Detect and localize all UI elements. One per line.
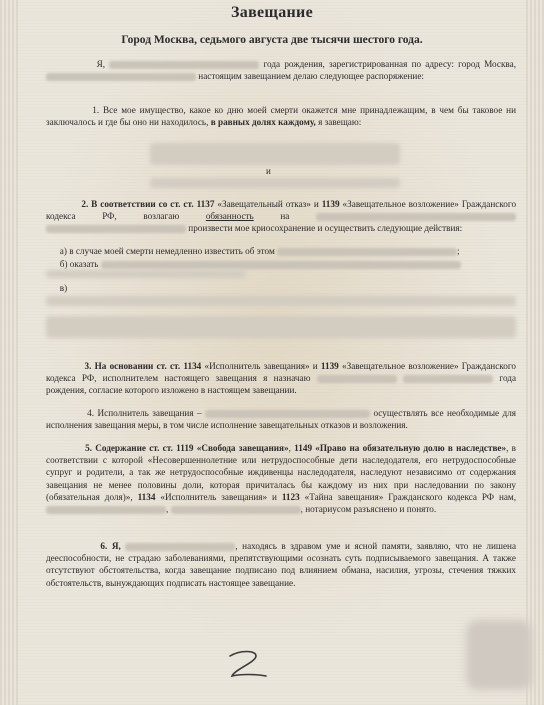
clause-5-start: 5. Содержание ст. ст.: [85, 443, 173, 453]
redacted-executor: [317, 375, 397, 383]
intro-end: настоящим завещанием делаю следующее распоряжение:: [198, 71, 424, 82]
redacted-address: [46, 73, 196, 81]
clause-2: [46, 198, 516, 235]
heir-separator: и: [266, 166, 271, 176]
clause-3-start: 3. На основании ст. ст.: [84, 361, 181, 371]
clause-2-item-b: [46, 258, 516, 270]
article-1149: 1149 «Право на обязательную долю в наследстве»: [294, 443, 507, 453]
clause-5-mid1: , в соответствии с которой «Несовершеннолетние или нетрудоспособные дети наследодателя, его нетрудоспособные супруг и родители, а так же нетрудоспособные иждивенцы наследодателя, наследуют независимо от содержания завещания не менее половины доли, которая причиталась бы каждому из них при наследовании по закону (обязательная доля)»,: [46, 443, 517, 502]
redacted-executor-dob: [403, 375, 493, 383]
redacted-heir-1: [150, 143, 400, 165]
signature-scribble: [226, 648, 270, 682]
clause-1: [46, 104, 516, 128]
article-1134-b: 1134: [137, 491, 156, 502]
redacted-item-a: [277, 248, 457, 256]
clause-5: 5. Содержание ст. ст. 1119 «Свобода завещания», 1149 «Право на обязательную долю в наследстве», в соответствии с которой «Несовершеннолетние или нетрудоспособные дети наследодателя, его нетрудоспособные супруг и родители, а так же нетрудоспособные иждивенцы наследодателя, наследуют независимо от содержания завещания не менее половины доли, которая причиталась бы каждому из них при наследовании по закону (обязательная доля)», 1134 «Исполнитель завещания» и 1123 «Тайна завещания» Гражданского кодекса РФ нам, , , нотариусом разъяснено и понято.: [46, 443, 517, 515]
clause-2-start: 2. В соответствии со ст. ст.: [81, 199, 194, 209]
redacted-heir-2: [150, 178, 400, 188]
intro-mid: года рождения, зарегистрированная по адресу:: [263, 59, 454, 69]
clause-1-end: я завещаю:: [318, 117, 362, 128]
article-1134: 1134: [183, 361, 202, 371]
clause-4-end: осуществлять все необходимые для исполнения завещания меры, в том числе исполнение завещательных отказов и возложения.: [46, 408, 517, 431]
clause-3: [46, 360, 516, 397]
clause-5-mid3: «Тайна завещания» Гражданского кодекса РФ нам,: [304, 491, 517, 502]
redacted-name: [109, 61, 259, 69]
guilloche-border-left: [0, 0, 18, 705]
clause-6: 6. Я, , находясь в здравом уме и ясной памяти, заявляю, что не лишена дееспособности, не страдаю заболеваниями, препятствующими осознать суть подписываемого завещания. А также отсутствуют обстоятельства, когда завещание подписано под влиянием обмана, насилия, угрозы, стечения тяжких обстоятельств, вынуждающих подписать настоящее завещание.: [46, 541, 517, 588]
clause-4-start: 4. Исполнитель завещания –: [87, 408, 202, 418]
clause-2-duty: обязанность: [205, 211, 254, 222]
redacted-executor-name: [205, 410, 370, 418]
clause-3-mid2: «Завещательное возложение» Гражданского кодекса РФ, исполнителем настоящего завещания я назначаю: [46, 361, 517, 384]
intro-paragraph: [46, 58, 516, 82]
clause-6-start: 6. Я,: [100, 541, 121, 551]
intro-city: город Москва,: [458, 59, 516, 69]
redacted-executor-list: [316, 213, 516, 221]
redacted-testator-name: [46, 506, 166, 514]
redacted-item-c-line2: [46, 316, 516, 338]
clause-2-mid3: на: [280, 211, 290, 222]
clause-5-end: нотариусом разъяснено и понято.: [305, 504, 437, 515]
article-1139-b: 1139: [320, 361, 339, 371]
redacted-item-b-cont: [46, 270, 246, 278]
guilloche-border-right: [526, 0, 544, 705]
article-1137: 1137: [196, 199, 215, 209]
clause-4: [46, 407, 516, 431]
document-title: Завещание: [231, 4, 313, 21]
clause-2-item-c: [46, 282, 516, 294]
clause-2-mid4: произвести мое криосохранение и осуществить следующие действия:: [188, 223, 463, 234]
clause-6-text: находясь в здравом уме и ясной памяти, заявляю, что не лишена дееспособности, не страдаю заболеваниями, препятствующими осознать суть подписываемого завещания. А также отсутствуют обстоятельства, когда завещание подписано под влиянием обмана, насилия, угрозы, стечения тяжких обстоятельств, вынуждающих подписать настоящее завещание.: [46, 541, 517, 588]
item-c-text: в): [59, 283, 68, 293]
clause-5-mid2: «Исполнитель завещания» и: [160, 491, 277, 502]
item-b-text: б) оказать: [59, 259, 99, 269]
document-subtitle: Город Москва, седьмого августа две тысячи шестого года.: [121, 34, 423, 46]
redacted-testator-name-2: [125, 543, 235, 551]
clause-3-mid1: «Исполнитель завещания» и: [204, 361, 318, 371]
clause-2-item-a: а) в случае моей смерти немедленно известить об этом ;: [59, 246, 460, 256]
clause-2-mid2: «Завещательное возложение» Гражданского кодекса РФ, возлагаю: [46, 199, 517, 222]
redacted-notary-name: [171, 506, 301, 514]
redacted-executor-list-2: [46, 225, 186, 233]
intro-start: Я,: [96, 59, 106, 69]
article-1139: 1139: [321, 199, 340, 209]
article-1119: 1119 «Свобода завещания»: [176, 443, 289, 453]
article-1123: 1123: [281, 491, 300, 502]
redacted-stamp: [466, 620, 532, 690]
clause-1-bold: в равных долях каждому,: [210, 117, 316, 128]
item-a-text: а) в случае моей смерти немедленно известить об этом: [59, 246, 275, 256]
clause-2-mid1: «Завещательный отказ» и: [217, 199, 319, 209]
redacted-item-b: [101, 261, 461, 269]
clause-3-end: года рождения, согласие которого изложено в настоящем завещании.: [46, 373, 517, 396]
clause-1-text: 1. Все мое имущество, какое ко дню моей смерти окажется мне принадлежащим, в чем бы таковое ни заключалось и где бы оно ни находилось,: [46, 105, 517, 128]
redacted-item-c-line1: [46, 296, 516, 306]
